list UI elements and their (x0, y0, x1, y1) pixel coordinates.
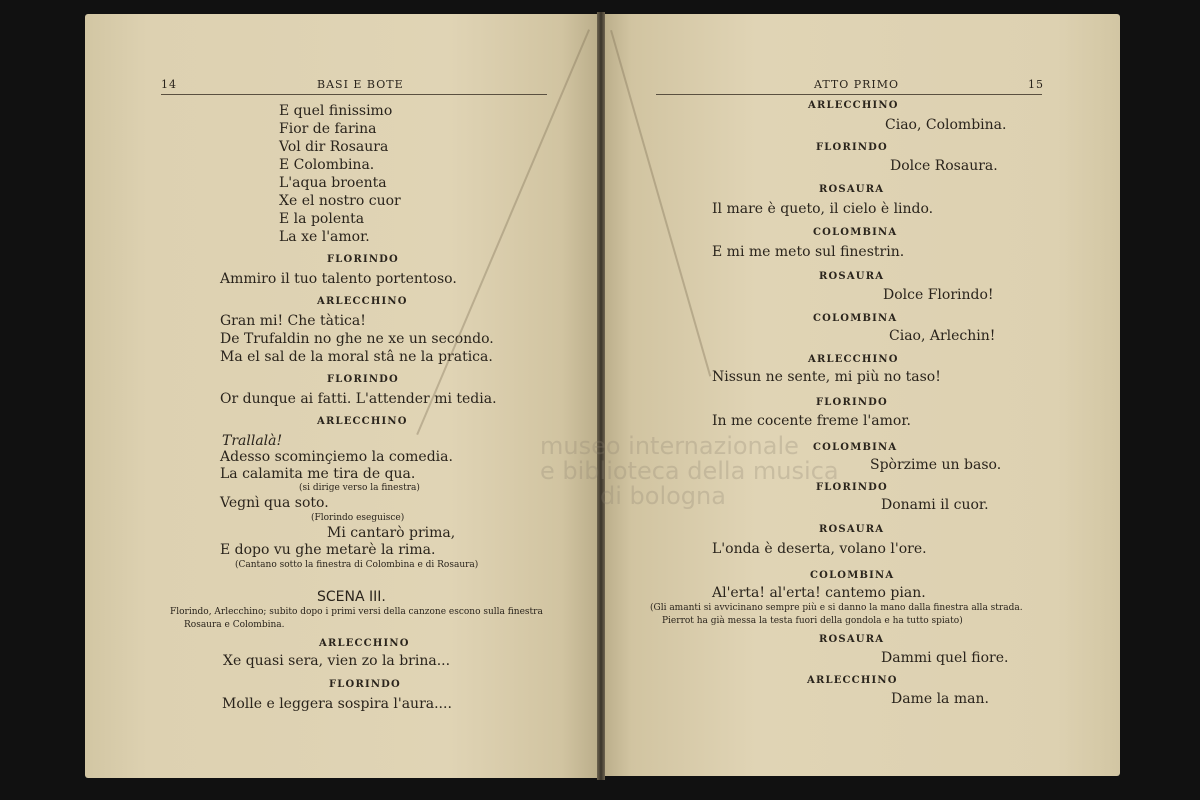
left-running-head: BASI E BOTE (317, 78, 404, 91)
dialogue-line: Spòrzime un baso. (870, 457, 1002, 473)
speaker-name: ARLECCHINO (319, 638, 410, 649)
dialogue-line: Dammi quel fiore. (881, 650, 1009, 666)
speaker-name: FLORINDO (816, 482, 888, 493)
speaker-name: ARLECCHINO (317, 296, 408, 307)
stage-direction: (Cantano sotto la finestra di Colombina e di Rosaura) (235, 560, 479, 570)
speaker-name: ARLECCHINO (807, 675, 898, 686)
right-page (600, 14, 1120, 776)
stage-direction: (Gli amanti si avvicinano sempre più e si danno la mano dalla finestra alla strada. (650, 603, 1023, 613)
dialogue-line: E dopo vu ghe metarè la rima. (220, 542, 436, 558)
stage-direction: (si dirige verso la finestra) (299, 483, 420, 493)
dialogue-line: Ammiro il tuo talento portentoso. (220, 271, 457, 287)
dialogue-line: Gran mi! Che tàtica! (220, 313, 366, 329)
stage-direction: Pierrot ha già messa la testa fuori della gondola e ha tutto spiato) (662, 616, 963, 626)
library-watermark (540, 434, 839, 509)
speaker-name: FLORINDO (816, 142, 888, 153)
right-header-rule (656, 94, 1042, 95)
dialogue-line: La calamita me tira de qua. (220, 466, 416, 482)
left-page-number: 14 (161, 78, 177, 91)
speaker-name: COLOMBINA (813, 227, 898, 238)
speaker-name: COLOMBINA (813, 313, 898, 324)
speaker-name: FLORINDO (327, 374, 399, 385)
speaker-name: ARLECCHINO (808, 354, 899, 365)
speaker-name: FLORINDO (329, 679, 401, 690)
dialogue-line: De Trufaldin no ghe ne xe un secondo. (220, 331, 494, 347)
verse-line: Fior de farina (279, 121, 377, 137)
dialogue-line: Ciao, Arlechin! (889, 328, 996, 344)
dialogue-line: Dame la man. (891, 691, 989, 707)
verse-line: L'aqua broenta (279, 175, 387, 191)
dialogue-line: Ma el sal de la moral stâ ne la pratica. (220, 349, 493, 365)
stage-direction: (Florindo eseguisce) (311, 513, 405, 523)
dialogue-line: Nissun ne sente, mi più no taso! (712, 369, 941, 385)
dialogue-line: Molle e leggera sospira l'aura.... (222, 696, 452, 712)
verse-line: E la polenta (279, 211, 365, 227)
verse-line: E quel finissimo (279, 103, 393, 119)
dialogue-line: Donami il cuor. (881, 497, 989, 513)
speaker-name: ARLECCHINO (808, 100, 899, 111)
dialogue-line: Trallalà! (222, 433, 283, 449)
speaker-name: ROSAURA (819, 524, 885, 535)
dialogue-line: E mi me meto sul finestrin. (712, 244, 905, 260)
speaker-name: ARLECCHINO (317, 416, 408, 427)
verse-line: Vol dir Rosaura (279, 139, 389, 155)
scene-title: SCENA III. (317, 589, 386, 605)
left-page (85, 14, 603, 778)
dialogue-line: Adesso scominçiemo la comedia. (220, 449, 453, 465)
watermark-line: e biblioteca della musica (540, 457, 839, 485)
dialogue-line: Or dunque ai fatti. L'attender mi tedia. (220, 391, 497, 407)
verse-line: Xe el nostro cuor (279, 193, 401, 209)
dialogue-line: L'onda è deserta, volano l'ore. (712, 541, 927, 557)
watermark-line: museo internazionale (540, 432, 799, 460)
dialogue-line: Vegnì qua soto. (220, 495, 329, 511)
dialogue-line: Dolce Rosaura. (890, 158, 998, 174)
speaker-name: COLOMBINA (810, 570, 895, 581)
verse-line: E Colombina. (279, 157, 375, 173)
left-header-rule (161, 94, 547, 95)
right-page-number: 15 (1028, 78, 1044, 91)
dialogue-line: Mi cantarò prima, (327, 525, 456, 541)
watermark-line: di bologna (600, 482, 726, 510)
dialogue-line: Dolce Florindo! (883, 287, 994, 303)
scene-description: Florindo, Arlecchino; subito dopo i primi versi della canzone escono sulla finestra (170, 607, 543, 617)
speaker-name: COLOMBINA (813, 442, 898, 453)
dialogue-line: Il mare è queto, il cielo è lindo. (712, 201, 934, 217)
dialogue-line: Xe quasi sera, vien zo la brina... (223, 653, 451, 669)
speaker-name: ROSAURA (819, 184, 885, 195)
speaker-name: ROSAURA (819, 634, 885, 645)
speaker-name: FLORINDO (816, 397, 888, 408)
book-spine (597, 12, 605, 780)
dialogue-line: In me cocente freme l'amor. (712, 413, 911, 429)
speaker-name: FLORINDO (327, 254, 399, 265)
dialogue-line: Ciao, Colombina. (885, 117, 1007, 133)
dialogue-line: Al'erta! al'erta! cantemo pian. (712, 585, 926, 601)
scene-description: Rosaura e Colombina. (184, 620, 285, 630)
verse-line: La xe l'amor. (279, 229, 370, 245)
speaker-name: ROSAURA (819, 271, 885, 282)
right-running-head: ATTO PRIMO (814, 78, 900, 91)
